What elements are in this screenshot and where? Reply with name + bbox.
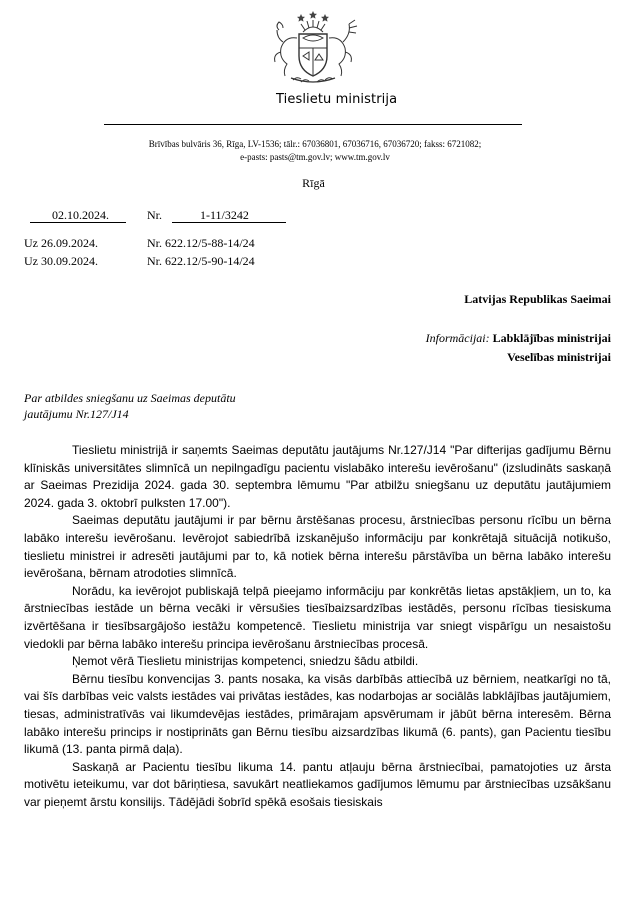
addressee-info-2: Veselības ministrijai bbox=[507, 350, 611, 364]
to-number-2: Nr. 622.12/5-90-14/24 bbox=[147, 254, 255, 268]
coat-of-arms-icon bbox=[263, 8, 363, 88]
to-date-2: Uz 30.09.2024. bbox=[24, 254, 98, 268]
info-label: Informācijai: bbox=[425, 331, 490, 345]
to-date-1: Uz 26.09.2024. bbox=[24, 236, 98, 250]
ministry-address bbox=[80, 138, 550, 164]
addressee-main: Latvijas Republikas Saeimai bbox=[464, 292, 611, 306]
subject-line-2: jautājumu Nr.127/J14 bbox=[24, 407, 129, 421]
doc-number-label: Nr. bbox=[147, 208, 162, 222]
address-line-2: e-pasts: pasts@tm.gov.lv; www.tm.gov.lv bbox=[240, 152, 390, 162]
address-line-1: Brīvības bulvāris 36, Rīga, LV-1536; tālr.: 67036801, 67036716, 67036720; fakss: 6721082; bbox=[148, 139, 482, 149]
header-divider bbox=[104, 124, 522, 125]
to-number-1: Nr. 622.12/5-88-14/24 bbox=[147, 236, 255, 250]
body-paragraph-5: Bērnu tiesību konvencijas 3. pants nosaka, ka visās darbībās attiecībā uz bērniem, neatkarīgi no tā, vai šīs darbības veic valsts iestādes vai privātas iestādes, kas nodarbojas ar sociālās labklājības jautājumiem, tiesas, administratīvās vai likumdevējas iestādes, primārajam apsvērumam ir jābūt bērna interesēm. Bērna labāko interešu princips ir nostiprināts gan Bērnu tiesību aizsardzības likumā (6. pants), gan Pacientu tiesību likumā (13. panta pirmā daļa). bbox=[24, 671, 611, 757]
body-paragraph-3: Norādu, ka ievērojot publiskajā telpā pieejamo informāciju par konkrētās lietas apstākļiem, un to, ka ārstniecības iestāde un bērna vecāki ir vērsušies tiesībaizsardzības iestādēs, personu rīcības tiesiskuma izvērtēšana ir tiesībsargājošo iestāžu kompetencē. Tieslietu ministrija var sniegt vispārīgu un nesaistošu viedokli par bērna labāko interešu principa ievērošanu ārstniecības procesā. bbox=[24, 583, 611, 651]
city: Rīgā bbox=[302, 176, 325, 190]
ministry-name: Tieslietu ministrija bbox=[276, 92, 398, 107]
addressee-info-1 bbox=[426, 331, 611, 346]
subject-line-1: Par atbildes sniegšanu uz Saeimas deputātu bbox=[24, 391, 236, 405]
body-paragraph-4: Ņemot vērā Tieslietu ministrijas kompetenci, sniedzu šādu atbildi. bbox=[72, 654, 419, 669]
letter-body bbox=[24, 442, 611, 811]
doc-number: 1-11/3242 bbox=[200, 208, 249, 222]
doc-date-underline bbox=[30, 222, 126, 223]
body-paragraph-6: Saskaņā ar Pacientu tiesību likuma 14. pantu atļauju bērna ārstniecībai, pamatojoties uz ārsta motivētu ieteikumu, var dot bāriņtiesa, savukārt neatliekamos gadījumos lēmumu par ārstniecības uzsākšanu var pieņemt ārstu konsilijs. Tādējādi šobrīd spēkā esošais tiesiskais bbox=[24, 759, 611, 809]
body-paragraph-1: Tieslietu ministrijā ir saņemts Saeimas deputātu jautājums Nr.127/J14 "Par difterijas gadījumu Bērnu klīniskās universitātes slimnīcā un nepilngadīgu pacientu vislabāko interešu ievērošanu" (izsludināts saskaņā ar Saeimas Prezidija 2024. gada 30. septembra lēmumu "Par atbilžu sniegšanu uz deputātu jautājumiem 2024. gada 3. oktobrī pulksten 17.00"). bbox=[24, 443, 611, 510]
doc-date: 02.10.2024. bbox=[52, 208, 109, 222]
subject bbox=[24, 390, 324, 422]
doc-number-underline bbox=[172, 222, 286, 223]
body-paragraph-2: Saeimas deputātu jautājumi ir par bērnu ārstēšanas procesu, ārstniecības personu rīcību un bērna labāko interešu ievērošanu. Ievērojot sabiedrībā izskanējušo informāciju par konkrētajā situācijā notikušo, tieslietu ministrei ir adresēti jautājumi par to, kā notiek bērna interešu pārstāvība un bērna labāko interešu ievērošana, bērnam atrodoties slimnīcā. bbox=[24, 513, 611, 581]
info-ministry-1: Labklājības ministrijai bbox=[492, 331, 611, 345]
